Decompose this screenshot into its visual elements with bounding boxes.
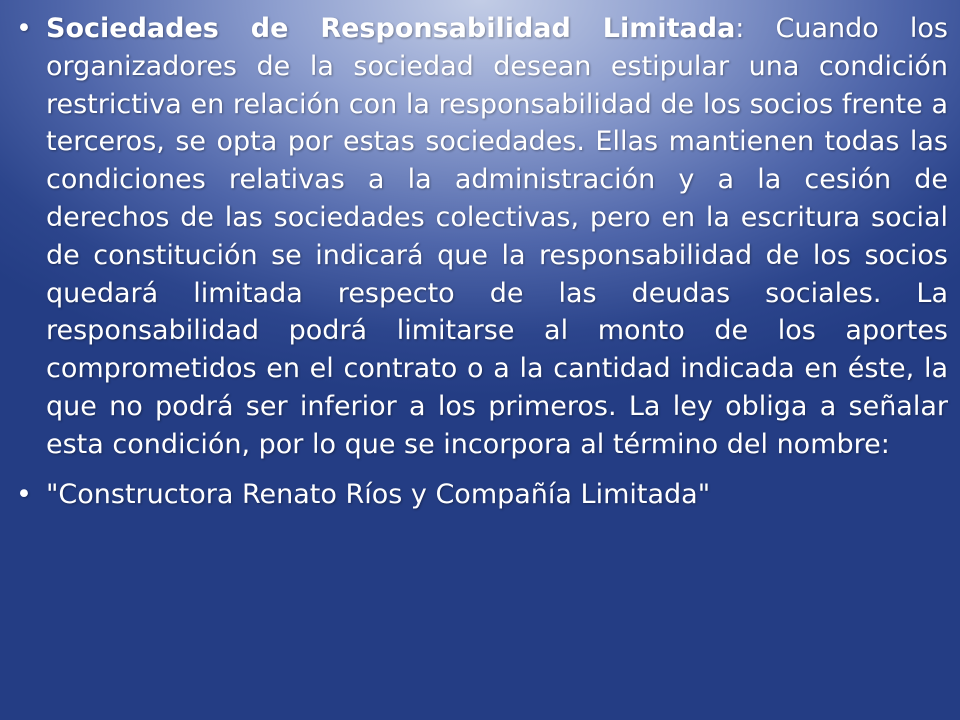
definition-text: : Cuando los organizadores de la sociedad desean estipular una condición restrictiva en relación con la responsabilidad de los socios frente a terceros, se opta por estas sociedades. Ellas mantienen todas las condiciones relativas a la administración y a la cesión de derechos de las sociedades colectivas, pero en la escritura social de constitución se indicará que la responsabilidad de los socios quedará limitada respecto de las deudas sociales. La responsabilidad podrá limitarse al monto de los aportes comprometidos en el contrato o a la cantidad indicada en éste, la que no podrá ser inferior a los primeros. La ley obliga a señalar esta condición, por lo que se incorpora al término del nombre: xyxy=(46,13,948,460)
bullet-item-definition xyxy=(10,10,948,464)
bullet-list xyxy=(10,10,948,513)
bullet-marker: • xyxy=(16,478,32,510)
bullet-item-example xyxy=(10,476,948,514)
bullet-marker: • xyxy=(16,13,32,44)
term-heading: Sociedades de Responsabilidad Limitada xyxy=(46,13,736,44)
example-text: "Constructora Renato Ríos y Compañía Limitada" xyxy=(46,478,711,510)
